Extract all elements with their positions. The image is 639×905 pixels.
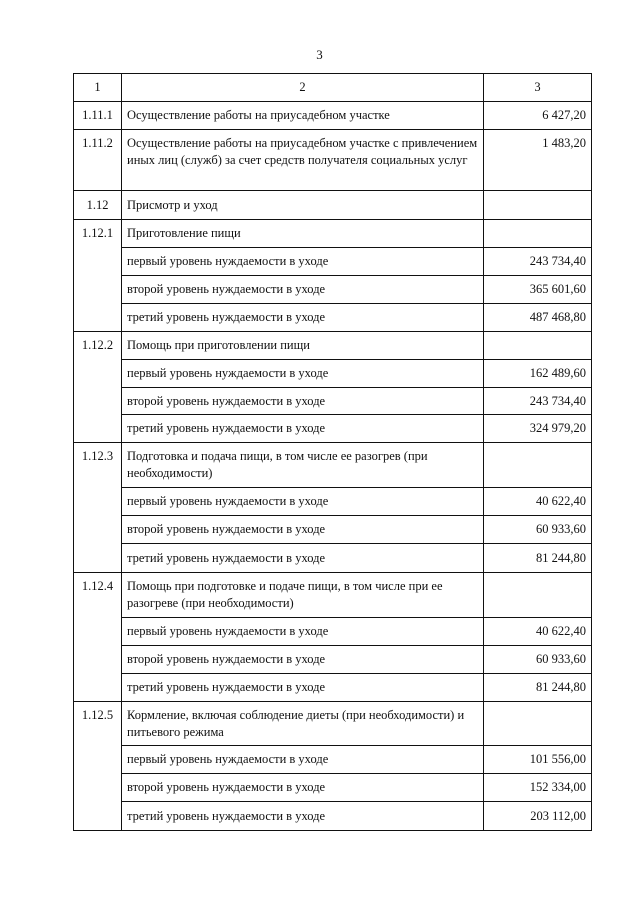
row-code: 1.11.2	[74, 130, 122, 191]
table-row	[74, 248, 592, 276]
table-row	[74, 646, 592, 674]
row-description: первый уровень нуждаемости в уходе	[122, 746, 484, 774]
header-col-2: 2	[122, 74, 484, 102]
row-amount	[484, 702, 592, 746]
table-row	[74, 191, 592, 220]
row-description: первый уровень нуждаемости в уходе	[122, 248, 484, 276]
table-row	[74, 618, 592, 646]
row-amount: 40 622,40	[484, 618, 592, 646]
row-amount: 40 622,40	[484, 488, 592, 516]
row-description: Помощь при подготовке и подаче пищи, в том числе при ее разогреве (при необходимости)	[122, 573, 484, 618]
page-number: 3	[316, 47, 323, 62]
row-amount: 1 483,20	[484, 130, 592, 191]
row-description: Осуществление работы на приусадебном участке	[122, 102, 484, 130]
row-code: 1.12.5	[74, 702, 122, 831]
table-row	[74, 746, 592, 774]
row-description: второй уровень нуждаемости в уходе	[122, 276, 484, 304]
row-description: Осуществление работы на приусадебном участке с привлечением иных лиц (служб) за счет средств получателя социальных услуг	[122, 130, 484, 191]
table-row	[74, 802, 592, 831]
row-description: первый уровень нуждаемости в уходе	[122, 360, 484, 388]
table-row	[74, 774, 592, 802]
row-description: второй уровень нуждаемости в уходе	[122, 388, 484, 415]
row-description: третий уровень нуждаемости в уходе	[122, 415, 484, 443]
row-description: третий уровень нуждаемости в уходе	[122, 544, 484, 573]
row-description: третий уровень нуждаемости в уходе	[122, 304, 484, 332]
row-amount: 60 933,60	[484, 646, 592, 674]
row-description: Присмотр и уход	[122, 191, 484, 220]
row-amount: 243 734,40	[484, 248, 592, 276]
row-amount	[484, 191, 592, 220]
row-description: второй уровень нуждаемости в уходе	[122, 516, 484, 544]
table-row	[74, 102, 592, 130]
row-amount	[484, 332, 592, 360]
table-row	[74, 276, 592, 304]
table-row	[74, 332, 592, 360]
row-code: 1.12	[74, 191, 122, 220]
table-row	[74, 573, 592, 618]
table-row	[74, 443, 592, 488]
row-code: 1.12.1	[74, 220, 122, 332]
row-amount	[484, 573, 592, 618]
header-col-3: 3	[484, 74, 592, 102]
row-description: Подготовка и подача пищи, в том числе ее разогрев (при необходимости)	[122, 443, 484, 488]
row-amount: 203 112,00	[484, 802, 592, 831]
services-table	[73, 73, 592, 831]
row-amount: 60 933,60	[484, 516, 592, 544]
table-row	[74, 544, 592, 573]
row-description: Приготовление пищи	[122, 220, 484, 248]
table-row	[74, 220, 592, 248]
row-description: Помощь при приготовлении пищи	[122, 332, 484, 360]
row-description: Кормление, включая соблюдение диеты (при необходимости) и питьевого режима	[122, 702, 484, 746]
row-description: второй уровень нуждаемости в уходе	[122, 646, 484, 674]
row-description: третий уровень нуждаемости в уходе	[122, 674, 484, 702]
row-amount: 81 244,80	[484, 674, 592, 702]
row-amount: 243 734,40	[484, 388, 592, 415]
row-amount	[484, 443, 592, 488]
table-row	[74, 702, 592, 746]
row-description: третий уровень нуждаемости в уходе	[122, 802, 484, 831]
table-row	[74, 388, 592, 415]
table-row	[74, 304, 592, 332]
row-code: 1.11.1	[74, 102, 122, 130]
table-row	[74, 415, 592, 443]
table-header-row	[74, 74, 592, 102]
row-amount: 324 979,20	[484, 415, 592, 443]
row-amount: 487 468,80	[484, 304, 592, 332]
row-code: 1.12.3	[74, 443, 122, 573]
table-row	[74, 516, 592, 544]
row-description: второй уровень нуждаемости в уходе	[122, 774, 484, 802]
row-amount: 81 244,80	[484, 544, 592, 573]
row-description: первый уровень нуждаемости в уходе	[122, 618, 484, 646]
row-description: первый уровень нуждаемости в уходе	[122, 488, 484, 516]
row-amount	[484, 220, 592, 248]
table-row	[74, 674, 592, 702]
row-amount: 365 601,60	[484, 276, 592, 304]
header-col-1: 1	[74, 74, 122, 102]
table-row	[74, 130, 592, 191]
table-row	[74, 360, 592, 388]
row-code: 1.12.4	[74, 573, 122, 702]
row-amount: 6 427,20	[484, 102, 592, 130]
row-amount: 101 556,00	[484, 746, 592, 774]
row-amount: 152 334,00	[484, 774, 592, 802]
table-row	[74, 488, 592, 516]
row-amount: 162 489,60	[484, 360, 592, 388]
row-code: 1.12.2	[74, 332, 122, 443]
